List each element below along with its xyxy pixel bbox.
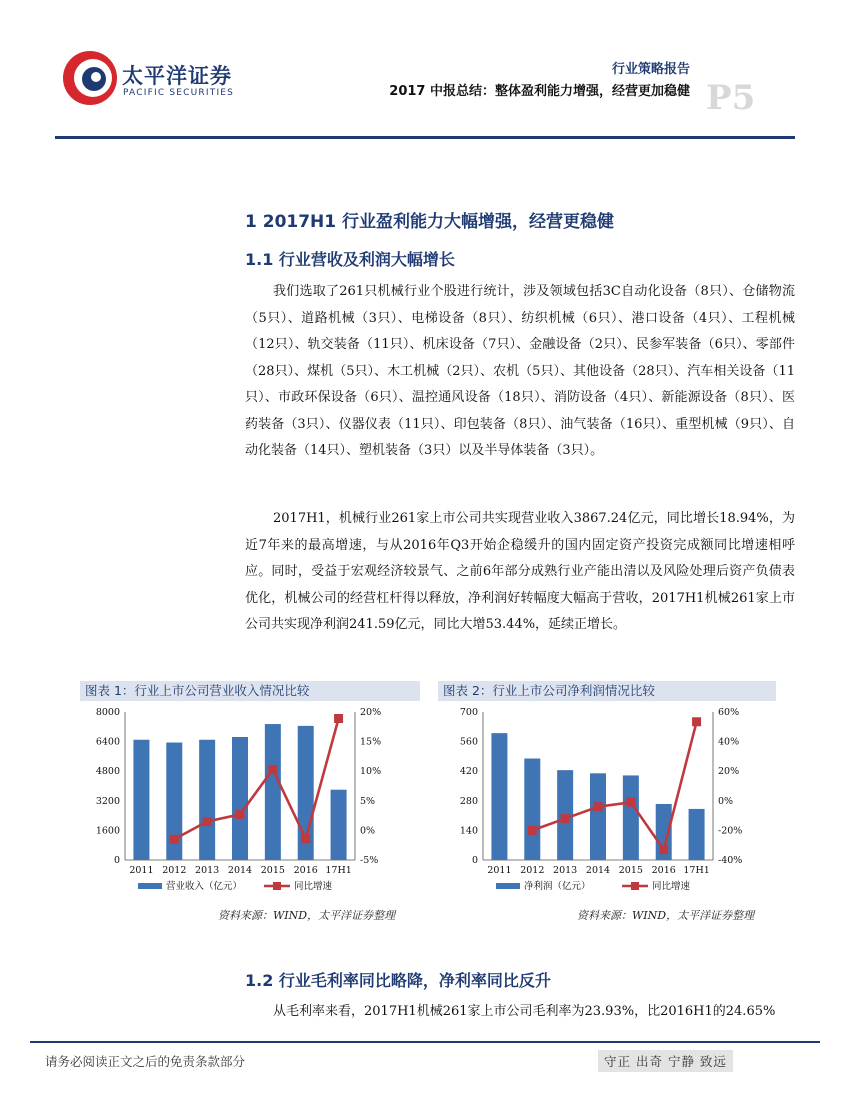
- paragraph-sample-coverage: 我们选取了261只机械行业个股进行统计，涉及领域包括3C自动化设备（8只）、仓储物流（5只）、道路机械（3只）、电梯设备（8只）、纺织机械（6只）、港口设备（4只）、工程机械（12只）、轨交装备（11只）、机床设备（7只）、金融设备（2只）、民参军装备（6只）、零部件（28只）、煤机（5只）、木工机械（2只）、农机（5只）、其他设备（28只）、汽车相关设备（11只）、市政环保设备（6只）、温控通风设备（18只）、消防设备（4只）、新能源设备（8只）、医药装备（3只）、仪器仪表（11只）、印包装备（8只）、油气装备（16只）、重型机械（9只）、自动化装备（14只）、塑机装备（3只）以及半导体装备（3只）。: [245, 284, 795, 458]
- legend-line-marker: [631, 882, 639, 890]
- bar-2012: [524, 759, 540, 860]
- x-tick-label: 2015: [260, 865, 285, 876]
- growth-point: [268, 765, 277, 774]
- paragraph-revenue-profit: 2017H1，机械行业261家上市公司共实现营业收入3867.24亿元，同比增长18.94%，为近7年来的最高增速，与从2016年Q3开始企稳缓升的国内固定资产投资完成额同比增速相呼应。同时，受益于宏观经济较景气、之前6年部分成熟行业产能出清以及风险处理后资产负债表优化，机械公司的经营杠杆得以释放，净利润好转幅度大幅高于营收，2017H1机械261家上市公司共实现净利润241.59亿元，同比大增53.44%，延续正增长。: [245, 511, 795, 632]
- x-tick-label: 2012: [520, 865, 545, 876]
- growth-point: [594, 802, 603, 811]
- bar-2011: [491, 733, 507, 860]
- legend-bar-label: 营业收入（亿元）: [166, 881, 243, 892]
- section-1-heading: 1 2017H1 行业盈利能力大幅增强，经营更稳健: [245, 212, 615, 232]
- footer-divider: [30, 1041, 820, 1043]
- bar-2014: [590, 773, 606, 860]
- paragraph-gross-margin: 从毛利率来看，2017H1机械261家上市公司毛利率为23.93%，比2016H1的24.65%: [273, 1004, 776, 1019]
- bar-2014: [232, 737, 248, 860]
- y-left-tick-label: 3200: [95, 795, 120, 807]
- net-profit-chart: [436, 702, 781, 902]
- x-tick-label: 2016: [293, 865, 318, 876]
- x-tick-label: 2011: [487, 865, 512, 876]
- growth-point: [236, 810, 245, 819]
- bar-2013: [199, 740, 215, 860]
- y-right-tick-label: 0%: [718, 795, 734, 807]
- y-right-tick-label: -5%: [360, 855, 379, 866]
- growth-point: [203, 817, 212, 826]
- legend-bar-label: 净利润（亿元）: [524, 881, 591, 892]
- report-subtitle: 2017 中报总结：整体盈利能力增强，经营更加稳健: [389, 84, 690, 99]
- legend-bar-swatch: [138, 883, 162, 889]
- growth-line: [174, 719, 338, 840]
- growth-line: [532, 722, 696, 850]
- brand-name-cn: 太平洋证券: [122, 64, 232, 88]
- y-right-tick-label: -20%: [718, 825, 743, 837]
- y-left-tick-label: 700: [459, 707, 478, 718]
- company-logo: [60, 48, 120, 108]
- x-tick-label: 17H1: [325, 865, 352, 876]
- y-left-tick-label: 0: [113, 855, 120, 866]
- growth-point: [659, 845, 668, 854]
- section-1-1-heading: 1.1 行业营收及利润大幅增长: [245, 250, 455, 269]
- legend-line-marker: [273, 882, 281, 890]
- y-left-tick-label: 560: [459, 736, 478, 748]
- y-left-tick-label: 6400: [95, 736, 120, 748]
- y-right-tick-label: 20%: [718, 766, 740, 778]
- y-left-tick-label: 8000: [95, 707, 120, 718]
- section-1-2-heading: 1.2 行业毛利率同比略降，净利率同比反升: [245, 971, 551, 990]
- figure-1-title: 图表 1：行业上市公司营业收入情况比较: [80, 681, 420, 701]
- growth-point: [692, 717, 701, 726]
- legend-bar-swatch: [496, 883, 520, 889]
- brand-name-en: PACIFIC SECURITIES: [123, 88, 235, 98]
- growth-point: [528, 826, 537, 835]
- y-right-tick-label: 5%: [360, 795, 376, 807]
- growth-point: [170, 835, 179, 844]
- header-divider: [55, 136, 795, 139]
- y-right-tick-label: 0%: [360, 825, 376, 837]
- bar-17H1: [331, 790, 347, 860]
- bar-2011: [133, 740, 149, 860]
- footer-disclaimer: 请务必阅读正文之后的免责条款部分: [45, 1054, 246, 1069]
- figure-1-source: 资料来源：WIND，太平洋证券整理: [218, 909, 396, 922]
- x-tick-label: 2011: [129, 865, 154, 876]
- y-left-tick-label: 140: [459, 825, 478, 837]
- y-right-tick-label: 10%: [360, 766, 382, 778]
- growth-point: [561, 814, 570, 823]
- y-left-tick-label: 0: [471, 855, 478, 866]
- bar-2015: [623, 775, 639, 860]
- growth-point: [334, 714, 343, 723]
- x-tick-label: 2014: [227, 865, 253, 876]
- x-tick-label: 2012: [162, 865, 187, 876]
- y-right-tick-label: 20%: [360, 707, 382, 718]
- report-type: 行业策略报告: [611, 62, 690, 77]
- growth-point: [301, 834, 310, 843]
- bar-17H1: [689, 809, 705, 860]
- x-tick-label: 2015: [618, 865, 643, 876]
- figure-2-source: 资料来源：WIND，太平洋证券整理: [577, 909, 755, 922]
- x-tick-label: 2013: [195, 865, 220, 876]
- y-left-tick-label: 280: [459, 795, 478, 807]
- x-tick-label: 2016: [651, 865, 676, 876]
- growth-point: [626, 798, 635, 807]
- y-right-tick-label: 40%: [718, 736, 740, 748]
- footer-motto: 守正 出奇 宁静 致远: [598, 1050, 733, 1072]
- y-left-tick-label: 420: [459, 766, 478, 778]
- y-left-tick-label: 4800: [95, 766, 120, 778]
- x-tick-label: 2013: [553, 865, 578, 876]
- page-number: P5: [706, 78, 756, 118]
- y-right-tick-label: 15%: [360, 736, 382, 748]
- x-tick-label: 2014: [585, 865, 611, 876]
- x-tick-label: 17H1: [683, 865, 710, 876]
- legend-line-label: 同比增速: [294, 881, 333, 892]
- y-right-tick-label: -40%: [718, 855, 743, 866]
- bar-2015: [265, 724, 281, 860]
- y-left-tick-label: 1600: [95, 825, 120, 837]
- legend-line-label: 同比增速: [652, 881, 691, 892]
- revenue-chart: [78, 702, 423, 902]
- figure-2-title: 图表 2：行业上市公司净利润情况比较: [438, 681, 776, 701]
- y-right-tick-label: 60%: [718, 707, 740, 718]
